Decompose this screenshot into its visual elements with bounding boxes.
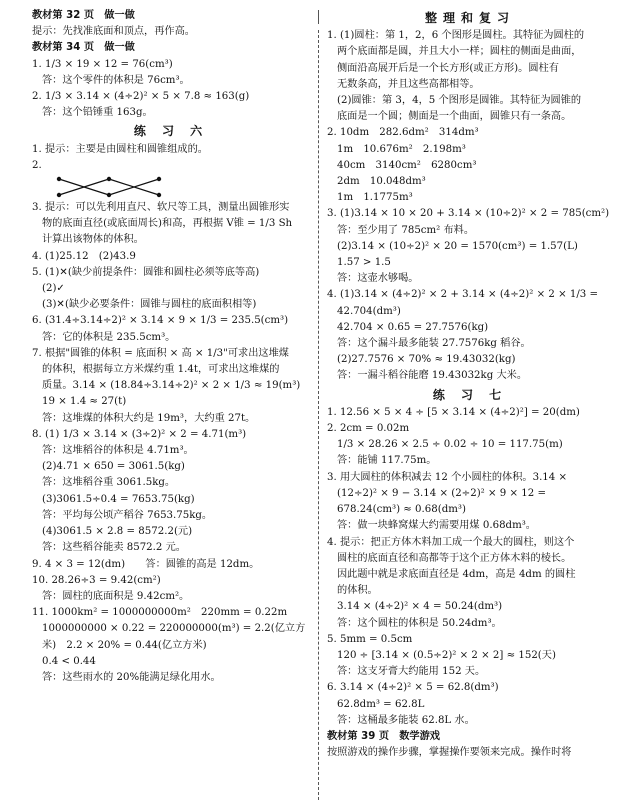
textbook-page-title: 教材第 34 页 做一做 [32,42,135,54]
answer-line: 10. 28.26÷3 = 9.42(cm²) [32,574,161,586]
answer-line: 答：这堆稻谷的体积是 4.71m³。 [42,445,194,457]
answer-line: 42.704 × 0.65 = 27.7576(kg) [337,321,489,333]
answer-line: 19 × 1.4 ≈ 27(t) [42,396,127,408]
textbook-page-title: 教材第 32 页 做一做 [32,10,135,21]
answer-line: 侧面沿高展开后是一个长方形(或正方形)。圆柱有 [337,62,559,74]
answer-line: 无数条高，并且这些高都相等。 [337,78,480,90]
answer-line: 按照游戏的操作步骤，掌握操作要领来完成。操作时将 [327,747,572,759]
column-divider [318,30,319,800]
answer-line: 答：这个漏斗最多能装 27.7576kg 稻谷。 [337,338,531,350]
answer-line: 的体积，根据每立方米煤约重 1.4t，可求出这堆煤的 [42,364,280,376]
answer-line: 4. 提示：把正方体木料加工成一个最大的圆柱，则这个 [327,536,575,548]
answer-line: (2)✓ [42,283,65,295]
section-heading: 练 习 六 [133,124,209,139]
answer-line: 3. 用大圆柱的体积减去 12 个小圆柱的体积。3.14 × [327,471,568,483]
answer-line: 3. 提示：可以先利用直尺、软尺等工具，测量出圆锥形实 [32,202,290,214]
answer-line: 1m 10.676m² 2.198m³ [337,143,466,155]
answer-line: 底面是一个圆；侧面是一个曲面，圆锥只有一条高。 [337,111,572,123]
answer-line: 0.4 < 0.44 [42,655,96,667]
answer-line: 42.704(dm³) [337,305,401,317]
answer-line: 4. (1)3.14 × (4÷2)² × 2 + 3.14 × (4÷2)² × 2 × 1/3 = [327,289,599,301]
textbook-page-title: 教材第 39 页 数学游戏 [327,730,440,742]
answer-line: 5. (1)✕(缺少前提条件：圆锥和圆柱必须等底等高) [32,266,260,278]
answer-line: 2. 2cm = 0.02m [327,423,410,435]
section-heading: 练 习 七 [432,387,508,402]
answer-line: 答：平均每公顷产稻谷 7653.75kg。 [42,509,213,521]
answer-line: 2dm 10.048dm³ [337,176,426,188]
matching-lines-diagram [54,176,184,198]
answer-line: 9. 4 × 3 = 12(dm) 答：圆锥的高是 12dm。 [32,558,260,570]
answer-line: 计算出该物体的体积。 [42,234,144,246]
answer-line: (4)3061.5 × 2.8 = 8572.2(元) [42,526,193,538]
answer-line: 答：这个零件的体积是 76cm³。 [42,74,190,86]
right-column [327,8,613,761]
answer-line: 7. 根据"圆锥的体积 = 底面积 × 高 × 1/3"可求出这堆煤 [32,347,289,359]
answer-line: 答：这桶最多能装 62.8L 水。 [337,714,475,726]
answer-line: 答：这个圆柱的体积是 50.24dm³。 [337,617,502,629]
column-divider-top [318,10,319,24]
answer-line: 2. 10dm 282.6dm² 314dm³ [327,127,479,139]
answer-line: 答：这支牙膏大约能用 152 天。 [337,666,486,678]
answer-line: 4. (1)25.12 (2)43.9 [32,250,136,262]
answer-line: 2. [32,159,42,171]
answer-line: 答：一漏斗稻谷能磨 19.43032kg 大米。 [337,370,528,382]
answer-line: 答：能铺 117.75m。 [337,455,437,467]
answer-line: 圆柱的底面直径和高都等于这个正方体木料的棱长。 [337,552,572,564]
answer-line: 120 ÷ [3.14 × (0.5÷2)² × 2 × 2] ≈ 152(天) [337,649,556,661]
answer-line: 3. (1)3.14 × 10 × 20 + 3.14 × (10÷2)² × 2 = 785(cm²) [327,208,610,220]
answer-line: 答：这壶水够喝。 [337,273,419,285]
answer-line: 答：圆柱的底面积是 9.42cm²。 [42,590,190,602]
answer-line: 因此题中就是求底面直径是 4dm，高是 4dm 的圆柱 [337,568,576,580]
answer-line: 答：这堆煤的体积大约是 19m³，大约重 27t。 [42,412,256,424]
answer-line: 1. 12.56 × 5 × 4 ÷ [5 × 3.14 × (4÷2)²] = 20(dm) [327,406,580,418]
answer-line: 质量。3.14 × (18.84÷3.14÷2)² × 2 × 1/3 ≈ 19(m³) [42,380,301,392]
answer-line: 1. 提示：主要是由圆柱和圆锥组成的。 [32,143,208,155]
answer-line: 答：这些稻谷能卖 8572.2 元。 [42,542,186,554]
answer-line: 物的底面直径(或底面周长)和高，再根据 V锥 = 1/3 Sh [42,218,293,230]
answer-line: 2. 1/3 × 3.14 × (4÷2)² × 5 × 7.8 ≈ 163(g) [32,91,250,103]
answer-line: (12÷2)² × 9 − 3.14 × (2÷2)² × 9 × 12 = [337,487,546,499]
answer-line: 1/3 × 28.26 × 2.5 ÷ 0.02 ÷ 10 = 117.75(m) [337,439,563,451]
answer-line: 的体积。 [337,585,378,597]
left-column [32,8,310,686]
answer-line: 答：至少用了 785cm² 布料。 [337,224,475,236]
answer-line: 6. 3.14 × (4÷2)² × 5 = 62.8(dm³) [327,682,499,694]
answer-line: 答：这些雨水的 20%能满足绿化用水。 [42,671,221,683]
section-heading: 整理和复习 [424,11,515,25]
answer-line: (2)27.7576 × 70% ≈ 19.43032(kg) [337,354,516,366]
answer-line: 1m 1.1775m³ [337,192,413,204]
answer-line: 678.24(cm³) ≈ 0.68(dm³) [337,504,466,516]
answer-line: 1. (1)圆柱：第 1，2，6 个图形是圆柱。其特征为圆柱的 [327,30,585,42]
answer-line: 40cm 3140cm² 6280cm³ [337,159,477,171]
answer-line: (2)4.71 × 650 = 3061.5(kg) [42,461,185,473]
answer-line: (2)圆锥：第 3，4，5 个图形是圆锥。其特征为圆锥的 [337,95,582,107]
answer-line: 5. 5mm = 0.5cm [327,633,413,645]
answer-line: 提示：先找准底面和顶点，再作高。 [32,26,195,38]
answer-line: 答：做一块蜂窝煤大约需要用煤 0.68dm³。 [337,520,536,532]
answer-line: (3)3061.5÷0.4 = 7653.75(kg) [42,493,195,505]
answer-line: 两个底面都是圆，并且大小一样；圆柱的侧面是曲面， [337,46,582,58]
answer-line: 1. 1/3 × 19 × 12 = 76(cm³) [32,58,173,70]
answer-line: 答：这堆稻谷重 3061.5kg。 [42,477,176,489]
answer-line: 8. (1) 1/3 × 3.14 × (3÷2)² × 2 = 4.71(m³) [32,428,247,440]
answer-line: 6. (31.4÷3.14÷2)² × 3.14 × 9 × 1/3 = 235.5(cm³) [32,315,289,327]
answer-line: 62.8dm³ = 62.8L [337,698,425,710]
answer-line: (3)✕(缺少必要条件：圆锥与圆柱的底面积相等) [42,299,257,311]
answer-line: 1000000000 × 0.22 = 220000000(m³) = 2.2(亿立方 [42,623,306,635]
answer-line: 1.57 > 1.5 [337,257,391,269]
answer-line: (2)3.14 × (10÷2)² × 20 = 1570(cm³) = 1.57(L) [337,240,578,252]
answer-line: 米) 2.2 × 20% = 0.44(亿立方米) [42,639,207,651]
answer-line: 答：它的体积是 235.5cm³。 [42,331,176,343]
answer-line: 答：这个铅锤重 163g。 [42,107,153,119]
answer-line: 3.14 × (4÷2)² × 4 = 50.24(dm³) [337,601,503,613]
answer-line: 11. 1000km² = 1000000000m² 220mm = 0.22m [32,607,288,619]
